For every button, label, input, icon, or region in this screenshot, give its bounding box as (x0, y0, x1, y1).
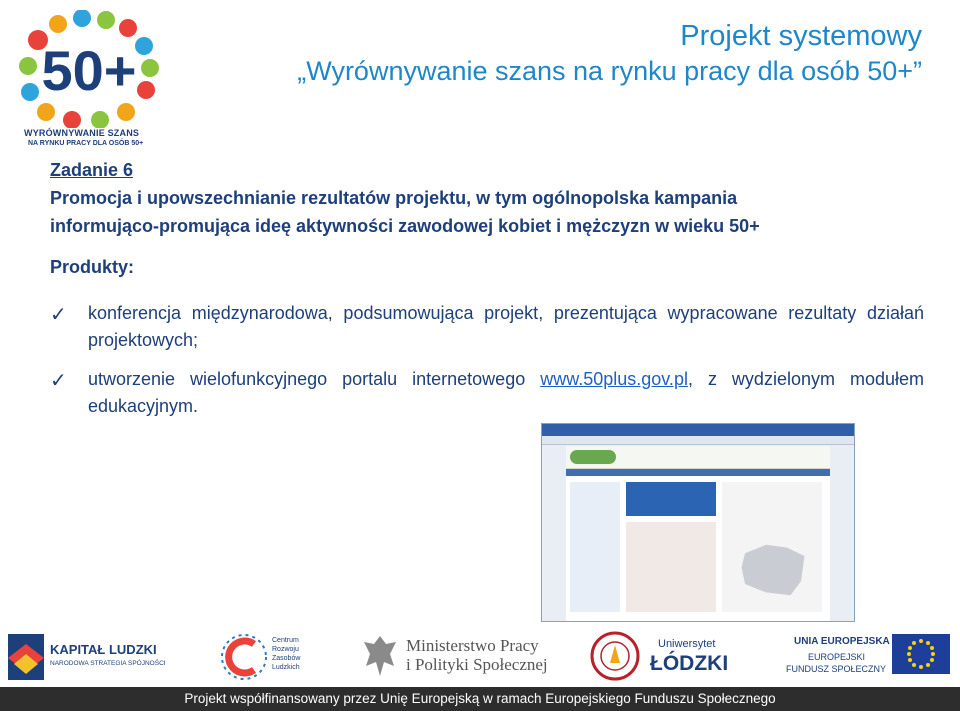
university-line-2: ŁÓDZKI (650, 652, 729, 675)
product-list (50, 300, 924, 432)
site-content (626, 522, 716, 612)
partner-logos (0, 628, 960, 686)
logo-tagline-1: WYRÓWNYWANIE SZANS (24, 128, 140, 138)
list-item (50, 366, 924, 420)
footer-bar: Projekt współfinansowany przez Unię Europejską w ramach Europejskiego Funduszu Społecznego (0, 687, 960, 711)
eagle-emblem-icon (360, 632, 400, 680)
site-logo (570, 450, 616, 464)
site-banner (626, 482, 716, 516)
bullet-text: konferencja międzynarodowa, podsumowująca projekt, prezentująca wypracowane rezultaty działań projektowych; (88, 303, 924, 350)
university-seal-icon (590, 630, 640, 682)
logo-tagline-2: NA RYNKU PRACY DLA OSÓB 50+ (28, 140, 144, 147)
checkmark-icon: ✓ (50, 304, 67, 326)
ministry-line-1: Ministerstwo Pracy (406, 636, 539, 655)
task-block (50, 156, 760, 240)
bullet-text-after: , z wydzielonym modułem edukacyjnym. (88, 369, 924, 416)
crzl-text (272, 636, 300, 672)
university-line-1: Uniwersytet (658, 638, 716, 650)
project-logo (18, 10, 160, 150)
ministry-line-2: i Polityki Społecznej (406, 655, 548, 674)
task-line-1: Promocja i upowszechnianie rezultatów projektu, w tym ogólnopolska kampania (50, 188, 738, 208)
slide-title (297, 18, 922, 88)
task-line-2: informująco-promująca ideę aktywności zawodowej kobiet i mężczyzn w wieku 50+ (50, 216, 760, 236)
task-heading: Zadanie 6 (50, 160, 134, 180)
kapital-ludzki-icon (8, 634, 44, 680)
logo-graphic (18, 10, 160, 128)
crzl-line-1: Centrum (272, 637, 299, 644)
kapital-ludzki-name: KAPITAŁ LUDZKI (50, 642, 157, 657)
list-item (50, 300, 924, 354)
website-page (566, 446, 830, 621)
crzl-line-2: Rozwoju (272, 646, 299, 653)
portal-screenshot (541, 423, 855, 622)
crzl-icon (218, 632, 270, 682)
browser-titlebar (542, 424, 854, 436)
title-line-1: Projekt systemowy (680, 20, 922, 52)
site-sidebar (570, 482, 620, 612)
crzl-line-3: Zasobów (272, 655, 301, 662)
logo-50: 50+ (41, 39, 137, 102)
eu-flag-icon (892, 634, 950, 674)
site-nav (566, 469, 830, 476)
bullet-text-before: utworzenie wielofunkcyjnego portalu internetowego (88, 369, 541, 389)
ministry-name (406, 636, 548, 674)
eu-line-1: UNIA EUROPEJSKA (794, 636, 890, 647)
eu-line-3: FUNDUSZ SPOŁECZNY (786, 664, 887, 674)
title-line-2: „Wyrównywanie szans na rynku pracy dla osób 50+” (297, 56, 922, 86)
browser-address-bar (542, 436, 854, 445)
kapital-ludzki-sub: NARODOWA STRATEGIA SPÓJNOŚCI (50, 660, 166, 667)
eu-line-2: EUROPEJSKI (808, 652, 866, 662)
products-label: Produkty: (50, 257, 135, 277)
checkmark-icon: ✓ (50, 370, 67, 392)
portal-link[interactable]: www.50plus.gov.pl (540, 369, 688, 389)
crzl-line-4: Ludzkich (272, 664, 300, 671)
